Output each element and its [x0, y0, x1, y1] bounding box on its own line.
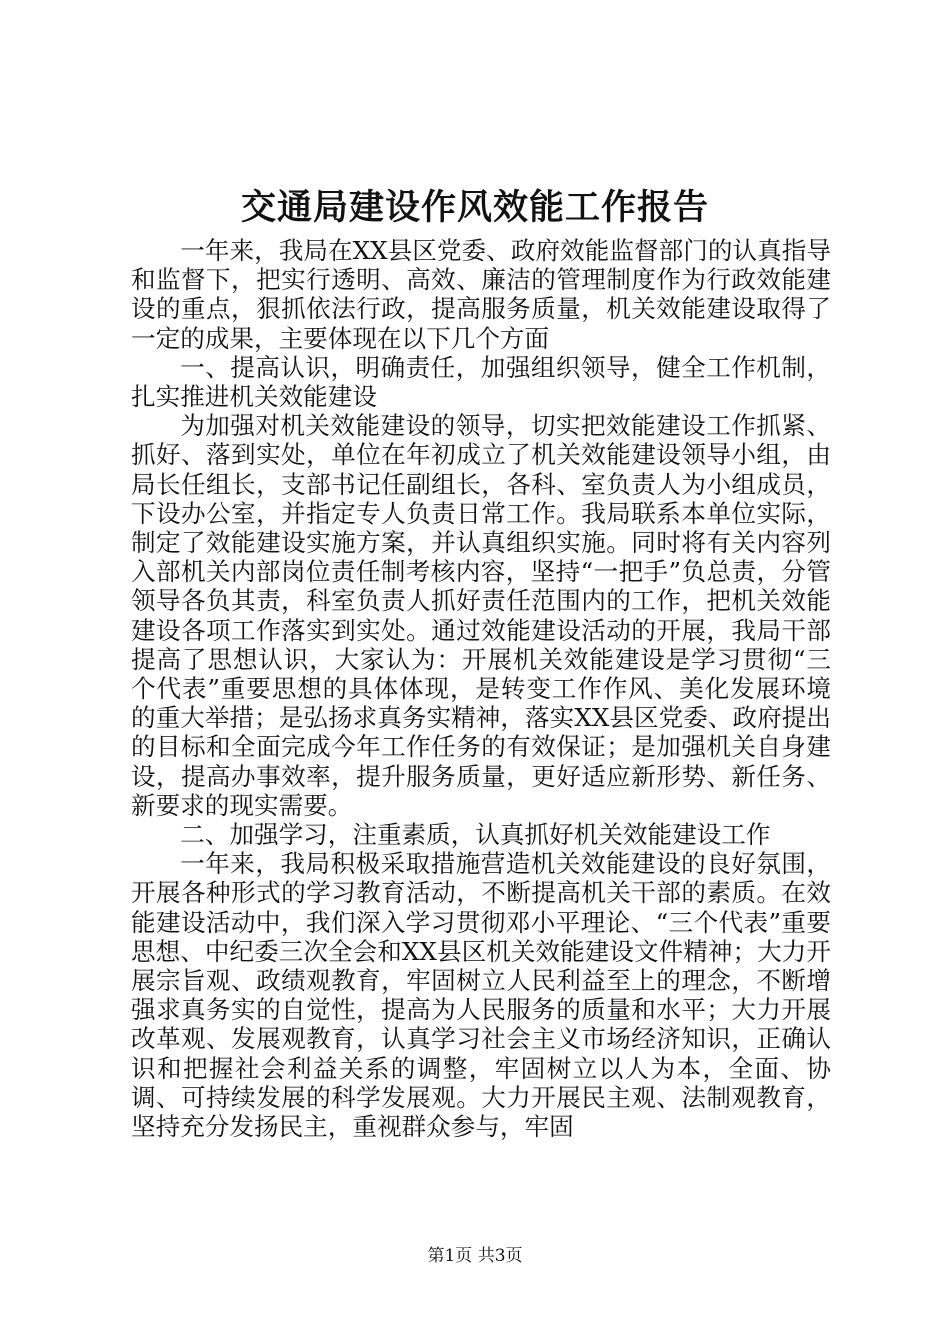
paragraph-section-1: 为加强对机关效能建设的领导，切实把效能建设工作抓紧、抓好、落到实处，单位在年初成立了机关效能建设领导小组，由局长任组长，支部书记任副组长，各科、室负责人为小组成员，下设办公室，并指定专人负责日常工作。我局联系本单位实际，制定了效能建设实施方案，并认真组织实施。同时将有关内容列入部机关内部岗位责任制考核内容，坚持“一把手”负总责，分管领导各负其责，科室负责人抓好责任范围内的工作，把机关效能建设各项工作落实到实处。通过效能建设活动的开展，我局干部提高了思想认识，大家认为：开展机关效能建设是学习贯彻“三个代表”重要思想的具体体现，是转变工作作风、美化发展环境的重大举措；是弘扬求真务实精神，落实XX县区党委、政府提出的目标和全面完成今年工作任务的有效保证；是加强机关自身建设，提高办事效率，提升服务质量，更好适应新形势、新任务、新要求的现实需要。	[131, 411, 831, 820]
page-number-footer: 第1页 共3页	[427, 1246, 523, 1266]
document-title: 交通局建设作风效能工作报告	[240, 187, 709, 228]
paragraph-section-2: 一年来，我局积极采取措施营造机关效能建设的良好氛围，开展各种形式的学习教育活动，不断提高机关干部的素质。在效能建设活动中，我们深入学习贯彻邓小平理论、“三个代表”重要思想、中纪委三次全会和XX县区机关效能建设文件精神；大力开展宗旨观、政绩观教育，牢固树立人民利益至上的理念，不断增强求真务实的自觉性，提高为人民服务的质量和水平；大力开展改革观、发展观教育，认真学习社会主义市场经济知识，正确认识和把握社会利益关系的调整，牢固树立以人为本，全面、协调、可持续发展的科学发展观。大力开展民主观、法制观教育，坚持充分发扬民主，重视群众参与，牢固	[131, 849, 831, 1142]
section-heading-2: 二、加强学习，注重素质，认真抓好机关效能建设工作	[180, 820, 771, 850]
paragraph-intro: 一年来，我局在XX县区党委、政府效能监督部门的认真指导和监督下，把实行透明、高效、廉洁的管理制度作为行政效能建设的重点，狠抓依法行政，提高服务质量，机关效能建设取得了一定的成果，主要体现在以下几个方面	[131, 236, 831, 353]
section-heading-1: 一、提高认识，明确责任，加强组织领导，健全工作机制，扎实推进机关效能建设	[131, 352, 831, 412]
document-body	[131, 236, 831, 1141]
